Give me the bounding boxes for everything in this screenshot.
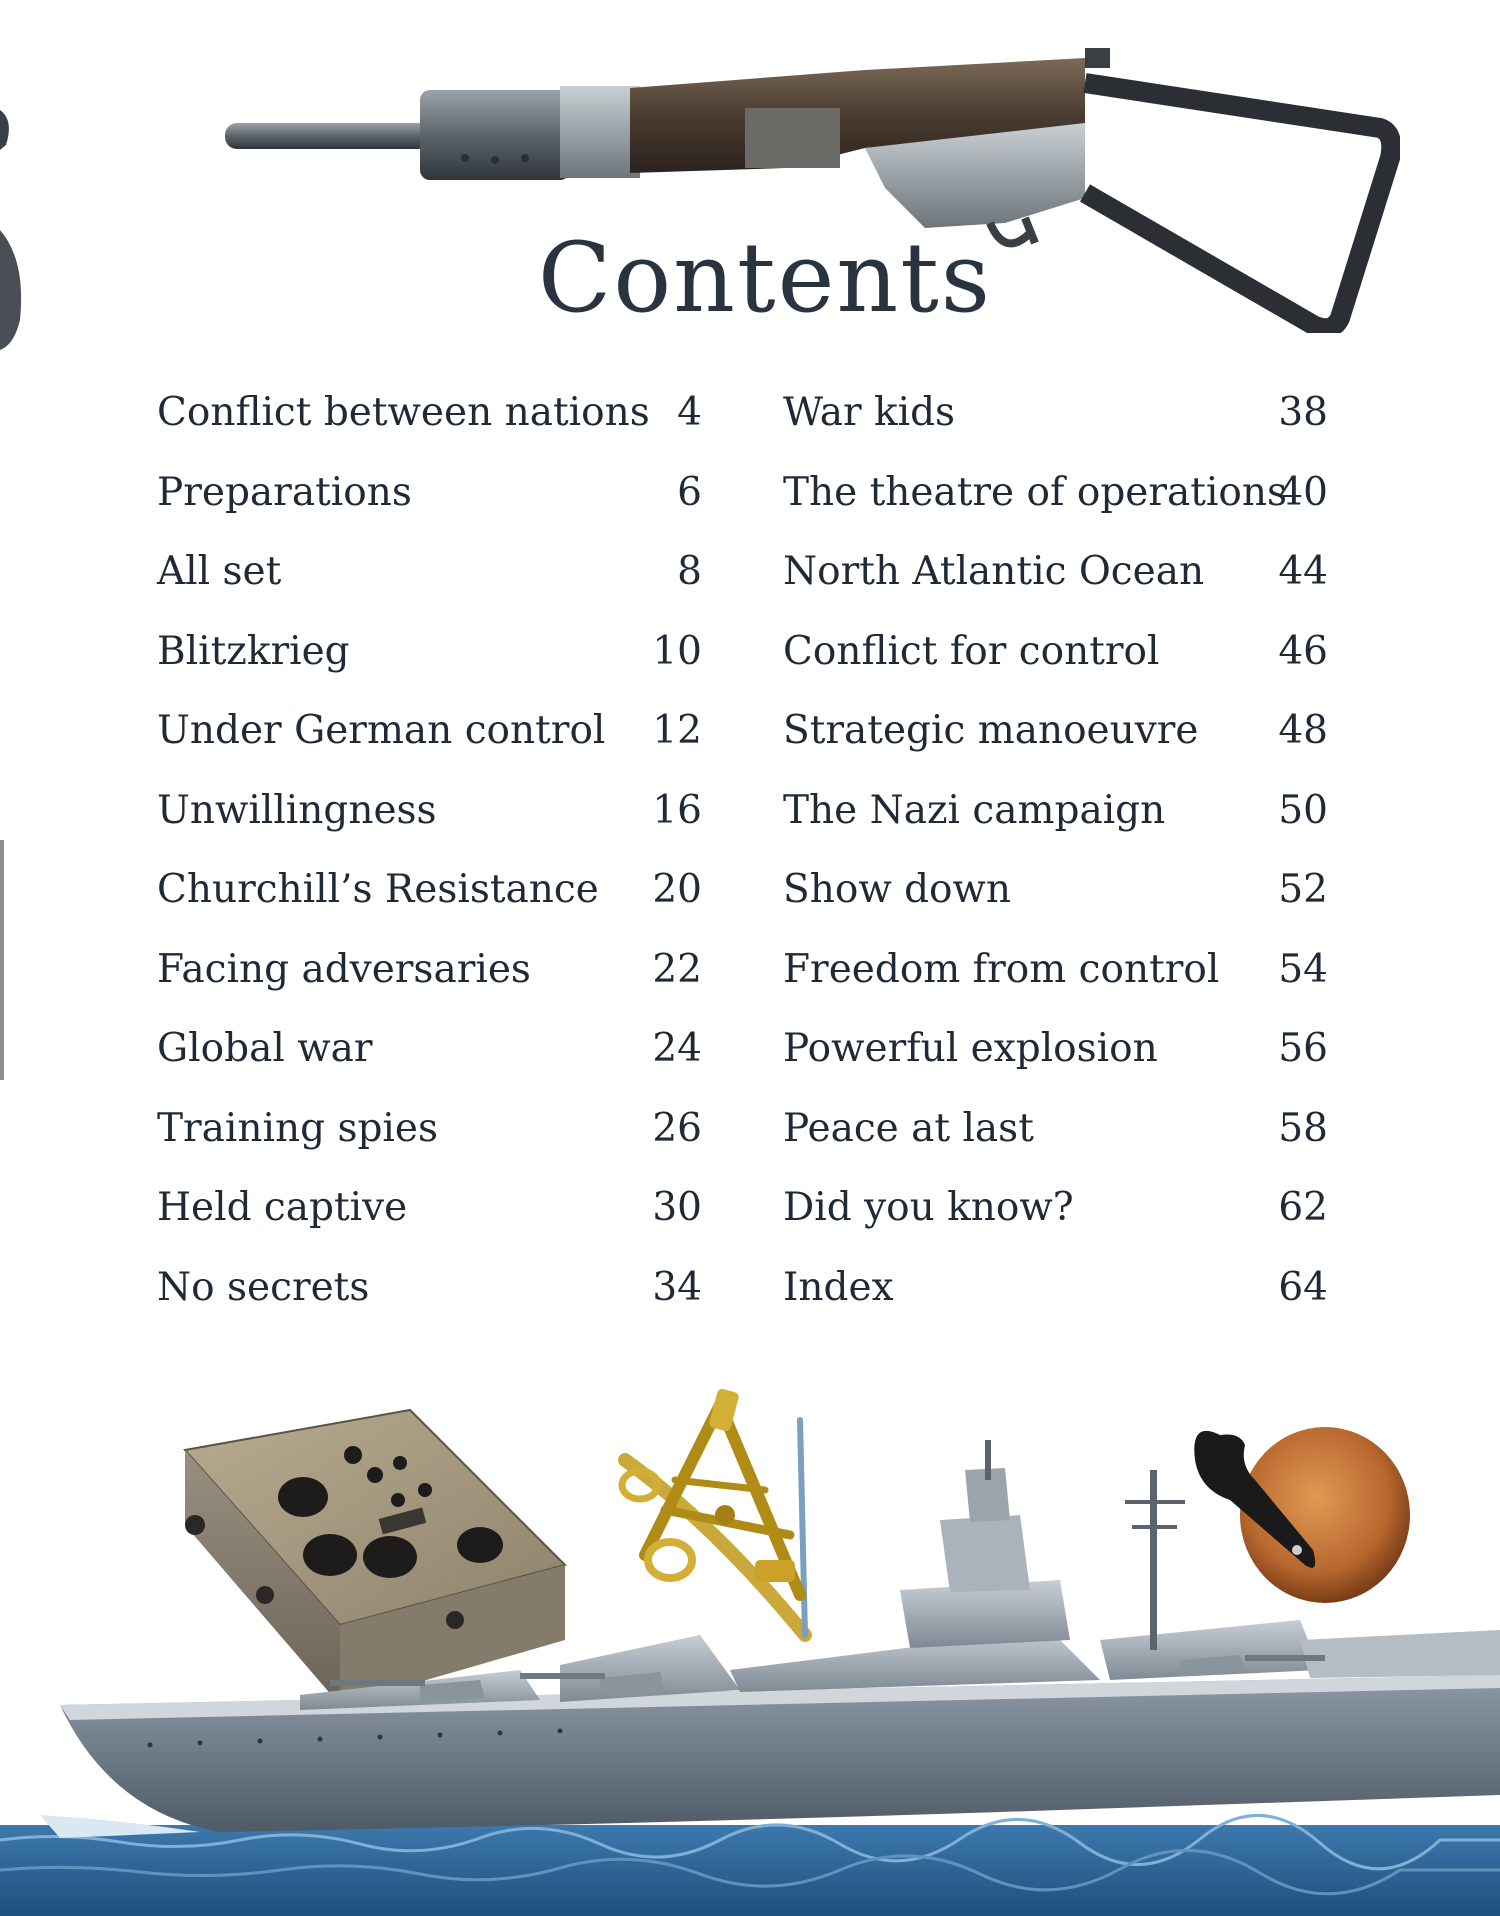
toc-entry[interactable] <box>783 947 1328 1027</box>
toc-entry-page: 10 <box>652 628 702 674</box>
toc-entry[interactable] <box>783 549 1328 629</box>
toc-entry-page: 38 <box>1278 390 1328 435</box>
toc-entry-label: Unwillingness <box>157 787 437 833</box>
toc-entry-page: 34 <box>652 1264 702 1310</box>
toc-entry-label: Powerful explosion <box>783 1026 1158 1071</box>
toc-entry-label: Peace at last <box>783 1105 1034 1151</box>
toc-entry-label: Strategic manoeuvre <box>783 708 1199 753</box>
toc-entry[interactable] <box>157 390 702 470</box>
toc-entry[interactable] <box>783 1185 1328 1265</box>
toc-entry[interactable] <box>783 708 1328 788</box>
toc-entry-page: 56 <box>1278 1026 1328 1071</box>
toc-entry-label: Did you know? <box>783 1185 1074 1230</box>
toc-entry[interactable] <box>157 867 702 947</box>
toc-entry-page: 50 <box>1278 787 1328 833</box>
toc-entry-label: Preparations <box>157 469 412 515</box>
toc-entry-page: 4 <box>677 390 702 435</box>
toc-entry-page: 64 <box>1278 1264 1328 1310</box>
toc-entry-label: Freedom from control <box>783 946 1220 992</box>
toc-entry-page: 44 <box>1278 549 1328 594</box>
toc-entry-label: Global war <box>157 1026 373 1071</box>
toc-entry-page: 40 <box>1278 469 1328 515</box>
toc-entry-label: North Atlantic Ocean <box>783 549 1205 594</box>
toc-entry[interactable] <box>783 470 1328 550</box>
toc-entry-label: Conflict for control <box>783 628 1160 674</box>
toc-entry[interactable] <box>157 1265 702 1345</box>
toc-entry[interactable] <box>783 1026 1328 1106</box>
toc-entry-label: Facing adversaries <box>157 946 531 992</box>
toc-column-left <box>157 390 702 1344</box>
toc-entry-label: Show down <box>783 867 1012 912</box>
toc-entry-label: No secrets <box>157 1264 370 1310</box>
toc-entry[interactable] <box>783 1265 1328 1345</box>
toc-entry[interactable] <box>157 629 702 709</box>
toc-entry-page: 20 <box>652 867 702 912</box>
toc-entry-label: Held captive <box>157 1185 408 1230</box>
toc-entry[interactable] <box>783 1106 1328 1186</box>
toc-entry[interactable] <box>157 947 702 1027</box>
toc-entry-page: 48 <box>1278 708 1328 753</box>
toc-entry[interactable] <box>157 1185 702 1265</box>
toc-entry[interactable] <box>783 390 1328 470</box>
toc-entry-label: Conflict between nations <box>157 390 650 435</box>
toc-entry[interactable] <box>157 470 702 550</box>
toc-entry-page: 46 <box>1278 628 1328 674</box>
toc-entry-page: 6 <box>677 469 702 515</box>
toc-entry-page: 12 <box>652 708 702 753</box>
battleship-icon <box>0 1440 1500 1916</box>
toc-entry-page: 54 <box>1278 946 1328 992</box>
toc-entry-label: The Nazi campaign <box>783 787 1166 833</box>
toc-entry[interactable] <box>783 788 1328 868</box>
toc-entry[interactable] <box>157 1106 702 1186</box>
toc-entry-label: Training spies <box>157 1105 438 1151</box>
toc-entry[interactable] <box>783 629 1328 709</box>
page-title: Contents <box>537 222 993 334</box>
toc-entry-label: All set <box>157 549 282 594</box>
toc-entry[interactable] <box>157 708 702 788</box>
toc-entry-page: 26 <box>652 1105 702 1151</box>
toc-entry-label: Under German control <box>157 708 606 753</box>
toc-entry[interactable] <box>157 549 702 629</box>
toc-entry-page: 16 <box>652 787 702 833</box>
toc-entry-page: 58 <box>1278 1105 1328 1151</box>
toc-entry[interactable] <box>157 788 702 868</box>
toc-entry-label: Blitzkrieg <box>157 628 350 674</box>
toc-entry-page: 22 <box>652 946 702 992</box>
toc-entry[interactable] <box>157 1026 702 1106</box>
toc-entry-label: Index <box>783 1264 894 1310</box>
toc-entry-page: 52 <box>1278 867 1328 912</box>
toc-entry-label: War kids <box>783 390 956 435</box>
toc-entry-page: 30 <box>652 1185 702 1230</box>
toc-entry-page: 62 <box>1278 1185 1328 1230</box>
toc-entry-label: The theatre of operations <box>783 469 1288 515</box>
toc-entry-label: Churchill’s Resistance <box>157 867 599 912</box>
toc-entry[interactable] <box>783 867 1328 947</box>
toc-column-right <box>783 390 1328 1344</box>
toc-entry-page: 24 <box>652 1026 702 1071</box>
toc-entry-page: 8 <box>677 549 702 594</box>
